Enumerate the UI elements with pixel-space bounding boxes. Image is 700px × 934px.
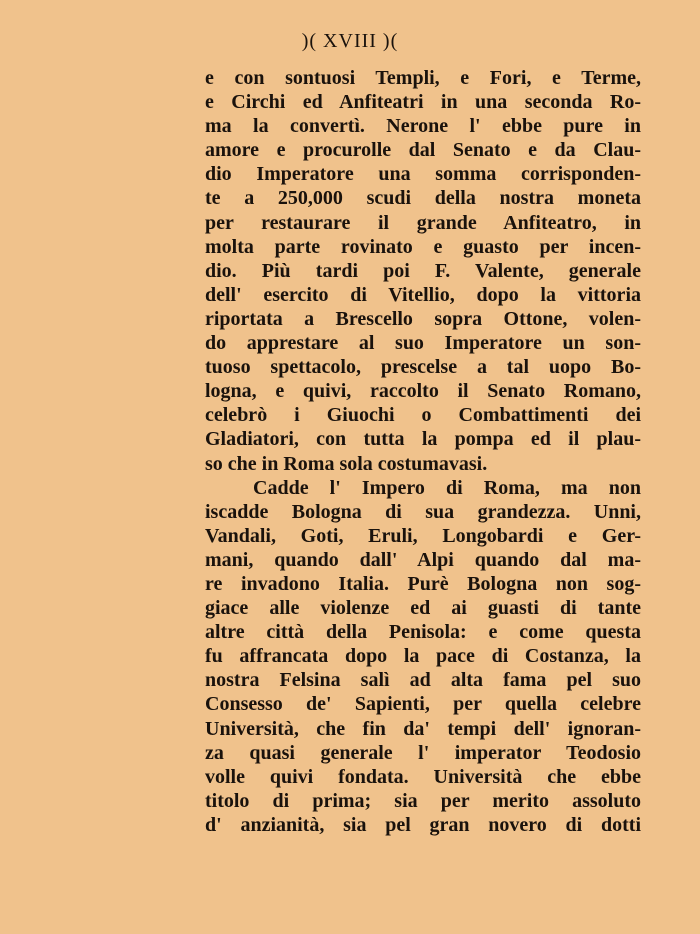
text-line: titolo di prima; sia per merito assoluto (205, 789, 641, 812)
text-line: te a 250,000 scudi della nostra moneta (205, 187, 641, 210)
text-line: nostra Felsina salì ad alta fama pel suo (205, 669, 641, 692)
text-line: fu affrancata dopo la pace di Costanza, la (205, 645, 641, 668)
text-line: ma la convertì. Nerone l' ebbe pure in (205, 115, 641, 138)
text-line: do apprestare al suo Imperatore un son- (205, 332, 641, 355)
text-line: molta parte rovinato e guasto per incen- (205, 235, 641, 258)
page-number-header: )( XVIII )( (301, 30, 399, 52)
text-line: giace alle violenze ed ai guasti di tante (205, 597, 641, 620)
text-line: so che in Roma sola costumavasi. (205, 452, 488, 475)
text-line: dell' esercito di Vitellio, dopo la vittoria (205, 283, 641, 306)
text-line: per restaurare il grande Anfiteatro, in (205, 211, 641, 234)
text-line: celebrò i Giuochi o Combattimenti dei (205, 404, 641, 427)
text-line: tuoso spettacolo, prescelse a tal uopo Bo- (205, 356, 641, 379)
text-line: e Circhi ed Anfiteatri in una seconda Ro- (205, 91, 641, 114)
text-line: e con sontuosi Templi, e Fori, e Terme, (205, 67, 641, 89)
text-line: Università, che fin da' tempi dell' ignoran- (205, 717, 641, 740)
text-line: dio Imperatore una somma corrisponden- (205, 163, 641, 186)
text-line: logna, e quivi, raccolto il Senato Romano, (205, 380, 641, 403)
text-line: Cadde l' Impero di Roma, ma non (253, 476, 641, 499)
text-line: riportata a Brescello sopra Ottone, volen- (205, 307, 641, 330)
body-text (205, 66, 641, 837)
text-line: za quasi generale l' imperator Teodosio (205, 741, 641, 764)
text-line: re invadono Italia. Purè Bologna non sog- (205, 572, 641, 595)
text-line: Vandali, Goti, Eruli, Longobardi e Ger- (205, 524, 641, 547)
text-line: iscadde Bologna di sua grandezza. Unni, (205, 500, 641, 523)
text-line: amore e procurolle dal Senato e da Clau- (205, 139, 641, 162)
text-line: altre città della Penisola: e come questa (205, 621, 641, 644)
text-line: dio. Più tardi poi F. Valente, generale (205, 259, 641, 282)
text-line: mani, quando dall' Alpi quando dal ma- (205, 548, 641, 571)
text-line: d' anzianità, sia pel gran novero di dotti (205, 813, 641, 836)
text-line: Gladiatori, con tutta la pompa ed il plau- (205, 428, 641, 451)
text-line: Consesso de' Sapienti, per quella celebre (205, 693, 641, 716)
text-line: volle quivi fondata. Università che ebbe (205, 765, 641, 788)
